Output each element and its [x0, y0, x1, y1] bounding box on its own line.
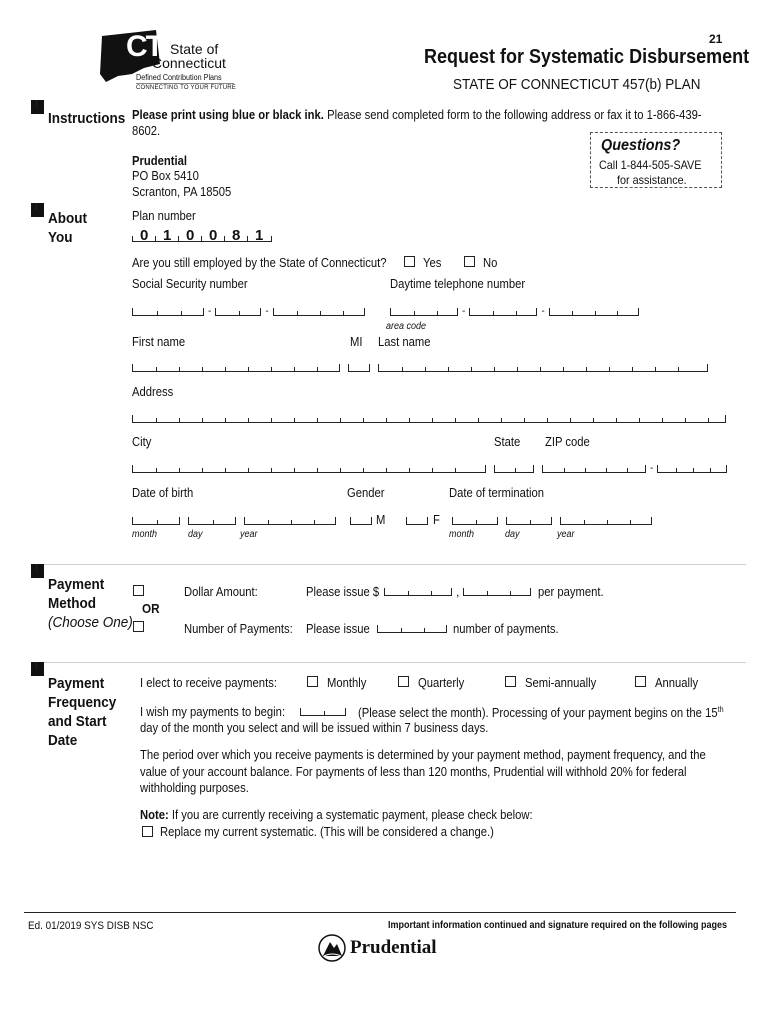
per-payment-text: per payment. — [538, 585, 604, 599]
comma: , — [456, 585, 460, 599]
section-marker — [31, 203, 44, 217]
section-marker — [31, 564, 44, 578]
dollar-units[interactable] — [463, 588, 531, 596]
number-payments-field[interactable] — [377, 625, 447, 633]
term-month-label: month — [449, 529, 475, 540]
dash: - — [541, 306, 545, 317]
city-state-zip-field[interactable] — [132, 465, 727, 473]
section-separator — [35, 564, 746, 565]
zip-ext-input[interactable] — [657, 465, 727, 473]
first-name-input[interactable] — [132, 364, 340, 372]
logo-mark: CT — [126, 30, 162, 63]
plan-digit: 0 — [140, 227, 149, 244]
elect-label: I elect to receive payments: — [140, 676, 277, 690]
last-name-label: Last name — [378, 335, 431, 349]
plan-digit: 0 — [186, 227, 195, 244]
dob-label: Date of birth — [132, 486, 194, 500]
gender-f-label: F — [433, 513, 440, 527]
dob-year-label: year — [240, 529, 258, 540]
company-name: Prudential — [132, 154, 188, 168]
dob-month[interactable] — [132, 517, 180, 525]
plan-tick — [201, 236, 202, 242]
address-line-1: PO Box 5410 — [132, 169, 199, 183]
plan-tick — [224, 236, 225, 242]
form-subtitle: STATE OF CONNECTICUT 457(b) PLAN — [453, 76, 701, 93]
page-number: 21 — [709, 32, 723, 46]
employed-yes-label: Yes — [423, 256, 442, 270]
about-heading-2: You — [48, 229, 73, 246]
number-payments-input[interactable] — [377, 625, 447, 633]
section-separator — [35, 662, 746, 663]
instructions-text — [132, 108, 702, 122]
last-name-input[interactable] — [378, 364, 708, 372]
name-field[interactable] — [132, 364, 708, 372]
logo-tagline: CONNECTING TO YOUR FUTURE — [136, 85, 237, 91]
plan-digit: 1 — [163, 227, 172, 244]
replace-systematic-label: Replace my current systematic. (This will be considered a change.) — [160, 825, 494, 839]
questions-title: Questions? — [601, 137, 681, 154]
plan-digit: 8 — [232, 227, 241, 244]
mi-label: MI — [350, 335, 363, 349]
section-marker — [31, 662, 44, 676]
first-name-label: First name — [132, 335, 186, 349]
employed-no-label: No — [483, 256, 498, 270]
semi-annually-label: Semi-annually — [525, 676, 597, 690]
plan-tick — [132, 236, 133, 242]
plan-digit: 1 — [255, 227, 264, 244]
footer-rule — [24, 912, 736, 913]
annually-label: Annually — [655, 676, 699, 690]
important-note: Important information continued and signature required on the following pages — [388, 920, 728, 931]
begin-month-field[interactable] — [300, 708, 346, 716]
frequency-heading-4: Date — [48, 732, 78, 749]
phone-label: Daytime telephone number — [390, 277, 526, 291]
number-of-payments-text: number of payments. — [453, 622, 559, 636]
dob-year[interactable] — [244, 517, 336, 525]
prudential-logo — [318, 934, 458, 966]
frequency-heading-3: and Start — [48, 713, 107, 730]
instructions-heading: Instructions — [48, 110, 126, 127]
dollar-thousands[interactable] — [384, 588, 452, 596]
period-line-2: value of your account balance. For payments of less than 120 months, Prudential will withhold 20% for federal — [140, 765, 687, 779]
term-year-label: year — [557, 529, 575, 540]
zip-label: ZIP code — [545, 435, 590, 449]
dob-month-label: month — [132, 529, 158, 540]
gender-m-label: M — [376, 513, 386, 527]
quarterly-checkbox[interactable] — [398, 676, 409, 687]
quarterly-label: Quarterly — [418, 676, 465, 690]
ssn-field[interactable] — [132, 308, 365, 316]
section-rule — [36, 203, 37, 210]
replace-systematic-checkbox[interactable] — [142, 826, 153, 837]
term-day[interactable] — [506, 517, 552, 525]
gender-m-box[interactable] — [350, 517, 372, 525]
dash: - — [208, 306, 212, 317]
section-marker — [31, 100, 44, 114]
about-heading-1: About — [48, 210, 87, 227]
dob-field[interactable] — [132, 517, 336, 525]
logo-line-2: Connecticut — [152, 55, 226, 71]
instructions-line-2: 8602. — [132, 124, 161, 138]
mi-input[interactable] — [348, 364, 370, 372]
number-payments-label: Number of Payments: — [184, 622, 293, 636]
dob-day-label: day — [188, 529, 203, 540]
area-code-label: area code — [386, 321, 427, 332]
address-input[interactable] — [132, 415, 726, 423]
prudential-wordmark: Prudential — [350, 937, 437, 958]
plan-number-label: Plan number — [132, 209, 196, 223]
instructions-line-1: Please send completed form to the following address or fax it to 1-866-439- — [327, 108, 702, 122]
plan-tick — [178, 236, 179, 242]
term-year[interactable] — [560, 517, 652, 525]
dob-day[interactable] — [188, 517, 236, 525]
dollar-amount-label: Dollar Amount: — [184, 585, 258, 599]
frequency-heading-1: Payment — [48, 675, 105, 692]
zip-input[interactable] — [542, 465, 646, 473]
section-rule — [36, 100, 37, 107]
address-line-2: Scranton, PA 18505 — [132, 185, 232, 199]
questions-assist: for assistance. — [617, 173, 687, 187]
number-issue-text: Please issue — [306, 622, 370, 636]
rock-icon — [318, 934, 346, 962]
state-label: State — [494, 435, 521, 449]
ct-logo — [96, 28, 236, 94]
period-line-1: The period over which you receive payments is determined by your payment method, payment frequency, and the — [140, 748, 706, 762]
employed-question: Are you still employed by the State of Connecticut? — [132, 256, 387, 270]
ssn-part[interactable] — [132, 308, 204, 316]
note-text — [140, 808, 533, 822]
employed-yes-checkbox[interactable] — [404, 256, 415, 267]
term-day-label: day — [505, 529, 520, 540]
payment-method-heading-1: Payment — [48, 576, 105, 593]
note-bold: Note: — [140, 808, 169, 822]
dollar-issue-text: Please issue $ — [306, 585, 380, 599]
begin-text-1: (Please select the month). Processing of your payment begins on the 15 — [358, 706, 718, 721]
logo-line-3: Defined Contribution Plans — [136, 73, 222, 82]
or-label: OR — [142, 601, 160, 616]
dash: - — [462, 306, 466, 317]
form-title: Request for Systematic Disbursement — [424, 46, 750, 68]
plan-tick — [271, 236, 272, 242]
state-input[interactable] — [494, 465, 534, 473]
termination-field[interactable] — [452, 517, 652, 525]
dollar-amount-checkbox[interactable] — [133, 585, 144, 596]
termination-label: Date of termination — [449, 486, 545, 500]
questions-phone: Call 1-844-505-SAVE — [599, 158, 702, 172]
begin-month-input[interactable] — [300, 708, 346, 716]
employed-no-checkbox[interactable] — [464, 256, 475, 267]
plan-tick — [155, 236, 156, 242]
phone-part[interactable] — [390, 308, 458, 316]
plan-number-line — [132, 241, 272, 242]
city-input[interactable] — [132, 465, 486, 473]
begin-label: I wish my payments to begin: — [140, 705, 286, 719]
semi-annually-checkbox[interactable] — [505, 676, 516, 687]
ssn-part[interactable] — [273, 308, 365, 316]
payment-method-heading-2: Method — [48, 595, 96, 612]
begin-text — [358, 705, 724, 720]
dash: - — [265, 306, 269, 317]
number-payments-checkbox[interactable] — [133, 621, 144, 632]
edition-text: Ed. 01/2019 SYS DISB NSC — [28, 920, 154, 932]
note-body: If you are currently receiving a systematic payment, please check below: — [171, 808, 533, 822]
section-rule — [36, 662, 37, 669]
address-label: Address — [132, 385, 174, 399]
begin-text-2: day of the month you select and will be issued within 7 business days. — [140, 721, 489, 735]
logo-divider — [136, 83, 234, 84]
dash: - — [650, 463, 654, 474]
superscript-th: th — [717, 705, 724, 714]
dollar-amount-field[interactable] — [384, 585, 531, 599]
ssn-part[interactable] — [215, 308, 261, 316]
frequency-heading-2: Frequency — [48, 694, 117, 711]
ssn-label: Social Security number — [132, 277, 248, 291]
payment-method-heading-3: (Choose One) — [48, 614, 133, 631]
gender-label: Gender — [347, 486, 385, 500]
plan-digit: 0 — [209, 227, 218, 244]
plan-tick — [247, 236, 248, 242]
instructions-bold: Please print using blue or black ink. — [132, 108, 324, 122]
city-label: City — [132, 435, 152, 449]
questions-box — [590, 132, 722, 188]
section-rule — [36, 564, 37, 571]
phone-part[interactable] — [549, 308, 639, 316]
monthly-label: Monthly — [327, 676, 367, 690]
phone-field[interactable] — [390, 308, 639, 316]
address-field[interactable] — [132, 415, 726, 423]
phone-part[interactable] — [469, 308, 537, 316]
annually-checkbox[interactable] — [635, 676, 646, 687]
term-month[interactable] — [452, 517, 498, 525]
monthly-checkbox[interactable] — [307, 676, 318, 687]
gender-f-box[interactable] — [406, 517, 428, 525]
logo-line-1: State of — [170, 41, 219, 57]
period-line-3: withholding purposes. — [140, 781, 249, 795]
